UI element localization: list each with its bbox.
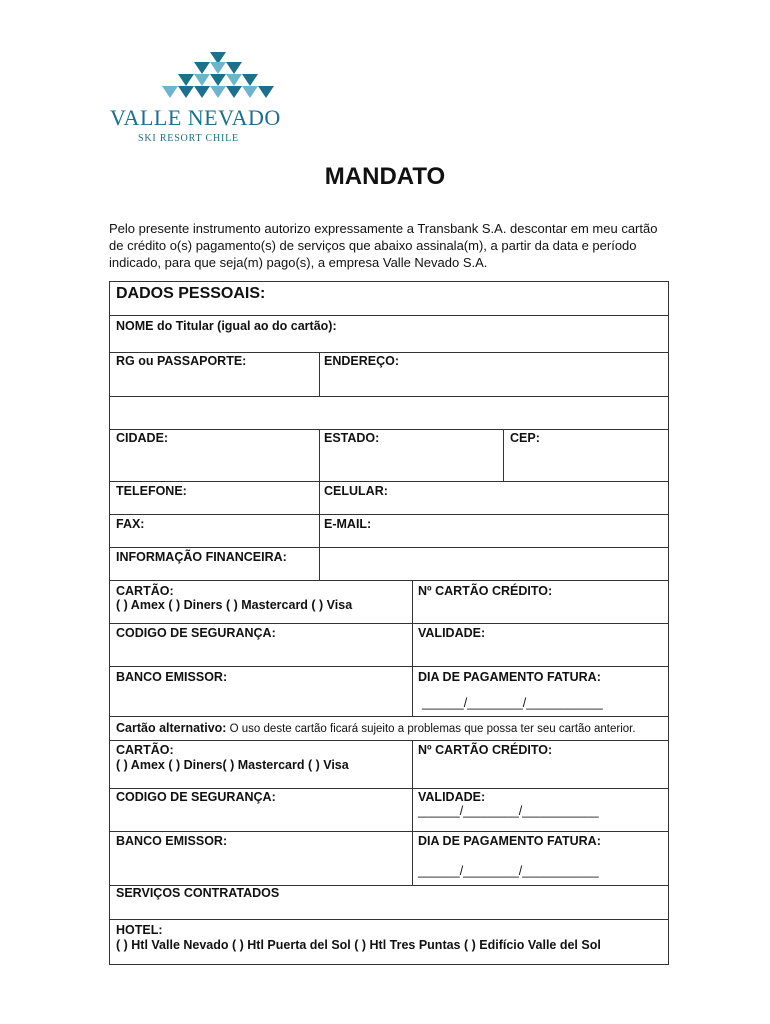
card1-dia-pagamento-label: DIA DE PAGAMENTO FATURA: bbox=[418, 670, 601, 684]
card2-validade-field[interactable]: ______/________/___________ bbox=[418, 804, 599, 818]
section-dados-pessoais: DADOS PESSOAIS: bbox=[116, 285, 266, 302]
card1-validade-field[interactable]: VALIDADE: bbox=[418, 626, 486, 640]
hotel-label: HOTEL: bbox=[116, 923, 163, 937]
row-divider bbox=[110, 919, 668, 920]
card1-cartao-label: CARTÃO: bbox=[116, 584, 174, 598]
card2-cartao-label: CARTÃO: bbox=[116, 743, 174, 757]
page-title: MANDATO bbox=[324, 163, 446, 190]
row-divider bbox=[110, 352, 668, 353]
card2-banco-field[interactable]: BANCO EMISSOR: bbox=[116, 834, 228, 848]
mandate-form bbox=[109, 281, 669, 965]
endereco-field[interactable]: ENDEREÇO: bbox=[324, 354, 400, 368]
card1-codigo-field[interactable]: CODIGO DE SEGURANÇA: bbox=[116, 626, 276, 640]
alt-card-note-text: O uso deste cartão ficará sujeito a problemas que possa ter seu cartão anterior. bbox=[226, 723, 636, 735]
row-divider bbox=[110, 481, 668, 482]
card1-banco-field[interactable]: BANCO EMISSOR: bbox=[116, 670, 228, 684]
column-divider bbox=[319, 429, 320, 580]
column-divider bbox=[412, 740, 413, 885]
row-divider bbox=[110, 740, 668, 741]
card1-dia-pagamento-field[interactable]: ______/________/___________ bbox=[422, 696, 603, 710]
row-divider bbox=[110, 716, 668, 717]
fax-field[interactable]: FAX: bbox=[116, 517, 145, 531]
hotel-options[interactable]: ( ) Htl Valle Nevado ( ) Htl Puerta del Sol ( ) Htl Tres Puntas ( ) Edifício Valle del Sol bbox=[116, 938, 601, 952]
alt-card-note bbox=[116, 721, 636, 735]
column-divider bbox=[319, 352, 320, 396]
row-divider bbox=[110, 547, 668, 548]
rg-field[interactable]: RG ou PASSAPORTE: bbox=[116, 354, 247, 368]
section-servicos-contratados: SERVIÇOS CONTRATADOS bbox=[116, 886, 280, 900]
alt-card-label: Cartão alternativo: bbox=[116, 721, 227, 735]
card2-numero-field[interactable]: Nº CARTÃO CRÉDITO: bbox=[418, 743, 553, 757]
section-informacao-financeira: INFORMAÇÃO FINANCEIRA: bbox=[116, 550, 287, 564]
intro-paragraph: Pelo presente instrumento autorizo expressamente a Transbank S.A. descontar em meu cartão de crédito o(s) pagamento(s) de serviços que abaixo assinala(m), a partir da data e período indicado, para que seja(m) pago(s), a empresa Valle Nevado S.A. bbox=[109, 221, 658, 270]
card2-dia-pagamento-field[interactable]: ______/________/___________ bbox=[418, 864, 599, 878]
email-field[interactable]: E-MAIL: bbox=[324, 517, 372, 531]
column-divider bbox=[503, 429, 504, 481]
row-divider bbox=[110, 831, 668, 832]
card2-validade-label: VALIDADE: bbox=[418, 790, 486, 804]
card1-numero-field[interactable]: Nº CARTÃO CRÉDITO: bbox=[418, 584, 553, 598]
row-divider bbox=[110, 429, 668, 430]
card2-brand-options[interactable]: ( ) Amex ( ) Diners( ) Mastercard ( ) Visa bbox=[116, 758, 349, 772]
row-divider bbox=[110, 514, 668, 515]
celular-field[interactable]: CELULAR: bbox=[324, 484, 388, 498]
row-divider bbox=[110, 315, 668, 316]
card1-brand-options[interactable]: ( ) Amex ( ) Diners ( ) Mastercard ( ) Visa bbox=[116, 598, 353, 612]
row-divider bbox=[110, 666, 668, 667]
valle-nevado-logo bbox=[108, 50, 281, 150]
row-divider bbox=[110, 788, 668, 789]
telefone-field[interactable]: TELEFONE: bbox=[116, 484, 187, 498]
logo-subtitle: SKI RESORT CHILE bbox=[138, 133, 239, 144]
row-divider bbox=[110, 623, 668, 624]
row-divider bbox=[110, 396, 668, 397]
mountain-logo-icon bbox=[108, 50, 278, 110]
cidade-field[interactable]: CIDADE: bbox=[116, 431, 169, 445]
row-divider bbox=[110, 580, 668, 581]
card2-codigo-field[interactable]: CODIGO DE SEGURANÇA: bbox=[116, 790, 276, 804]
card2-dia-pagamento-label: DIA DE PAGAMENTO FATURA: bbox=[418, 834, 601, 848]
column-divider bbox=[412, 580, 413, 716]
cep-field[interactable]: CEP: bbox=[510, 431, 540, 445]
nome-field[interactable]: NOME do Titular (igual ao do cartão): bbox=[116, 319, 337, 333]
estado-field[interactable]: ESTADO: bbox=[324, 431, 380, 445]
logo-name: VALLE NEVADO bbox=[110, 105, 281, 130]
